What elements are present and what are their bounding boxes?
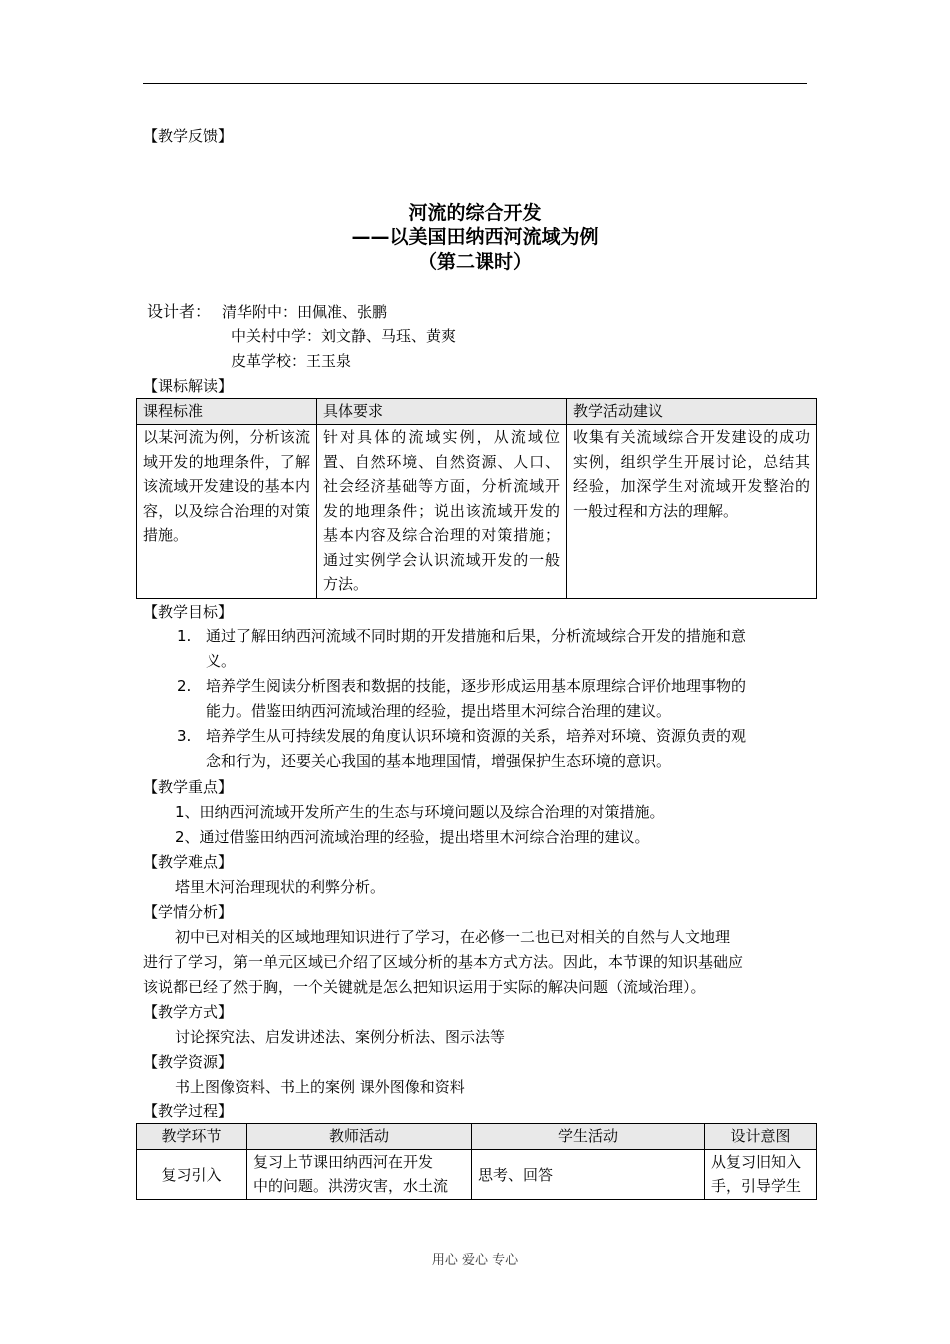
list-number: 1. bbox=[177, 627, 192, 645]
list-text: 通过了解田纳西河流域不同时期的开发措施和后果，分析流域综合开发的措施和意 bbox=[206, 627, 747, 645]
designer-line1: 清华附中：田佩准、张鹏 bbox=[222, 303, 388, 321]
standards-cell: 收集有关流域综合开发建设的成功实例，组织学生开展讨论，总结其经验，加深学生对流域开发整治的一般过程和方法的理解。 bbox=[567, 425, 817, 599]
cell-line: 从复习旧知入 bbox=[711, 1153, 802, 1171]
standards-header-cell: 教学活动建议 bbox=[567, 399, 817, 425]
standards-header-cell: 具体要求 bbox=[317, 399, 567, 425]
process-teacher-cell bbox=[247, 1150, 472, 1200]
resources-text: 书上图像资料、书上的案例 课外图像和资料 bbox=[175, 1078, 465, 1096]
difficulty-heading: 【教学难点】 bbox=[143, 853, 234, 871]
list-number: 3. bbox=[177, 727, 192, 745]
list-item bbox=[143, 674, 815, 724]
difficulty-text: 塔里木河治理现状的利弊分析。 bbox=[175, 878, 386, 896]
process-header-cell: 教师活动 bbox=[247, 1124, 472, 1150]
standards-table bbox=[136, 398, 817, 599]
cell-line: 手，引导学生 bbox=[711, 1177, 802, 1195]
list-text: 义。 bbox=[206, 652, 237, 670]
title-line2: ——以美国田纳西河流域为例 bbox=[351, 226, 599, 248]
feedback-heading: 【教学反馈】 bbox=[143, 127, 234, 145]
cell-line: 中的问题。洪涝灾害，水土流 bbox=[253, 1177, 449, 1195]
list-number: 2. bbox=[177, 677, 192, 695]
footer-text: 用心 爱心 专心 bbox=[431, 1253, 519, 1268]
list-text: 培养学生从可持续发展的角度认识环境和资源的关系，培养对环境、资源负责的观 bbox=[206, 727, 747, 745]
standards-cell: 针对具体的流域实例，从流域位置、自然环境、自然资源、人口、社会经济基础等方面，分析流域开发的地理条件；说出该流域开发的基本内容及综合治理的对策措施；通过实例学会认识流域开发的一般方法。 bbox=[317, 425, 567, 599]
methods-heading: 【教学方式】 bbox=[143, 1003, 234, 1021]
methods-text: 讨论探究法、启发讲述法、案例分析法、图示法等 bbox=[175, 1028, 506, 1046]
designer-line3: 皮革学校：王玉泉 bbox=[231, 352, 352, 370]
process-intent-cell bbox=[705, 1150, 817, 1200]
cell-line: 复习上节课田纳西河在开发 bbox=[253, 1153, 434, 1171]
process-header-cell: 教学环节 bbox=[137, 1124, 247, 1150]
designer-label: 设计者： bbox=[147, 302, 212, 321]
title-line1: 河流的综合开发 bbox=[408, 202, 542, 224]
list-text: 能力。借鉴田纳西河流域治理的经验，提出塔里木河综合治理的建议。 bbox=[206, 702, 672, 720]
standards-heading: 【课标解读】 bbox=[143, 377, 234, 395]
process-header-cell: 学生活动 bbox=[472, 1124, 705, 1150]
objectives-heading: 【教学目标】 bbox=[143, 603, 234, 621]
header-rule bbox=[143, 83, 807, 84]
process-heading: 【教学过程】 bbox=[143, 1102, 234, 1120]
designer-line2: 中关村中学：刘文静、马珏、黄爽 bbox=[231, 327, 457, 345]
analysis-line: 初中已对相关的区域地理知识进行了学习，在必修一二也已对相关的自然与人文地理 bbox=[175, 928, 731, 946]
list-item bbox=[143, 724, 815, 774]
title-line3: （第二课时） bbox=[417, 251, 532, 273]
process-header-cell: 设计意图 bbox=[705, 1124, 817, 1150]
list-text: 念和行为，还要关心我国的基本地理国情，增强保护生态环境的意识。 bbox=[206, 752, 672, 770]
analysis-line: 进行了学习，第一单元区域已介绍了区域分析的基本方式方法。因此，本节课的知识基础应 bbox=[143, 953, 744, 971]
standards-cell: 以某河流为例，分析该流域开发的地理条件，了解该流域开发建设的基本内容，以及综合治理的对策措施。 bbox=[137, 425, 317, 599]
key-point-item: 1、田纳西河流域开发所产生的生态与环境问题以及综合治理的对策措施。 bbox=[175, 803, 665, 821]
key-points-heading: 【教学重点】 bbox=[143, 778, 234, 796]
process-table bbox=[136, 1123, 817, 1200]
resources-heading: 【教学资源】 bbox=[143, 1053, 234, 1071]
analysis-line: 该说都已经了然于胸，一个关键就是怎么把知识运用于实际的解决问题（流域治理）。 bbox=[143, 978, 706, 996]
key-point-item: 2、通过借鉴田纳西河流域治理的经验，提出塔里木河综合治理的建议。 bbox=[175, 828, 650, 846]
analysis-heading: 【学情分析】 bbox=[143, 903, 234, 921]
list-item bbox=[143, 624, 815, 674]
objectives-list bbox=[143, 624, 815, 774]
process-student: 思考、回答 bbox=[472, 1150, 705, 1200]
standards-header-cell: 课程标准 bbox=[137, 399, 317, 425]
process-stage: 复习引入 bbox=[137, 1150, 247, 1200]
list-text: 培养学生阅读分析图表和数据的技能，逐步形成运用基本原理综合评价地理事物的 bbox=[206, 677, 747, 695]
